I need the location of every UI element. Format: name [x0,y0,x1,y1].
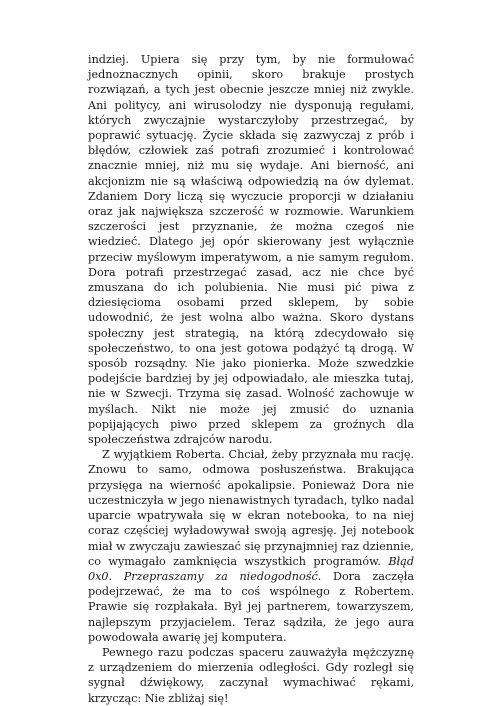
paragraph-2-text-a: Z wyjątkiem Roberta. Chciał, żeby przyznała mu rację. Znowu to samo, odmowa posłuszeństwa. Brakująca przysięga na wierność apokalipsie. Ponieważ Dora nie uczestniczyła w jego nienawistnych tyradach, tylko nadal uparcie wpatrywała się w ekran notebooka, to na niej coraz częściej wyładowywał swoją agresję. Jej notebook miał w zwyczaju zawieszać się przynajmniej raz dziennie, co wymagało zamknięcia wszystkich programów. [88,448,414,568]
paragraph-2-italic: Błąd 0x0. Przepraszamy za niedogodność. [88,554,414,583]
paragraph-2 [88,447,414,645]
paragraph-2-text-b: Dora zaczęła podejrzewać, że ma to coś wspólnego z Robertem. Prawie się rozpłakała. Był jej partnerem, towarzyszem, najlepszym przyjacielem. Teraz sądziła, że jego aura powodowała awarię jej komputera. [88,569,414,644]
paragraph-1: indziej. Upiera się przy tym, by nie formułować jednoznacznych opinii, skoro brakuje prostych rozwiązań, a tych jest obecnie jeszcze mniej niż zwykle. Ani politycy, ani wirusolodzy nie dysponują regułami, których zwyczajnie wystarczyłoby przestrzegać, by poprawić sytuację. Życie składa się zazwyczaj z prób i błędów, człowiek zaś potrafi zrozumieć i kontrolować znacznie mniej, niż mu się wydaje. Ani bierność, ani akcjonizm nie są właściwą odpowiedzią na ów dylemat. Zdaniem Dory liczą się wyczucie proporcji w działaniu oraz jak największa szczerość w rozmowie. Warunkiem szczerości jest przyznanie, że można czegoś nie wiedzieć. Dlatego jej opór skierowany jest wyłącznie przeciw myślowym imperatywom, a nie samym regułom. Dora potrafi przestrzegać zasad, acz nie chce być zmuszana do ich polubienia. Nie musi pić piwa z dziesięcioma osobami przed sklepem, by sobie udowodnić, że jest wolna albo ważna. Skoro dystans społeczny jest strategią, na którą zdecydowało się społeczeństwo, to ona jest gotowa podążyć tą drogą. W sposób rozsądny. Nie jako pionierka. Może szwedzkie podejście bardziej by jej odpowiadało, ale mieszka tutaj, nie w Szwecji. Trzyma się zasad. Wolność zachowuje w myślach. Nikt nie może jej zmusić do uznania popijających piwo przed sklepem za groźnych dla społeczeństwa zdrajców narodu. [88,53,414,447]
body-text [88,52,414,706]
paragraph-3: Pewnego razu podczas spaceru zauważyła mężczyznę z urządzeniem do mierzenia odległości. Gdy rozległ się sygnał dźwiękowy, zaczynał wymachiwać rękami, krzycząc: Nie zbliżaj się! [88,645,414,705]
